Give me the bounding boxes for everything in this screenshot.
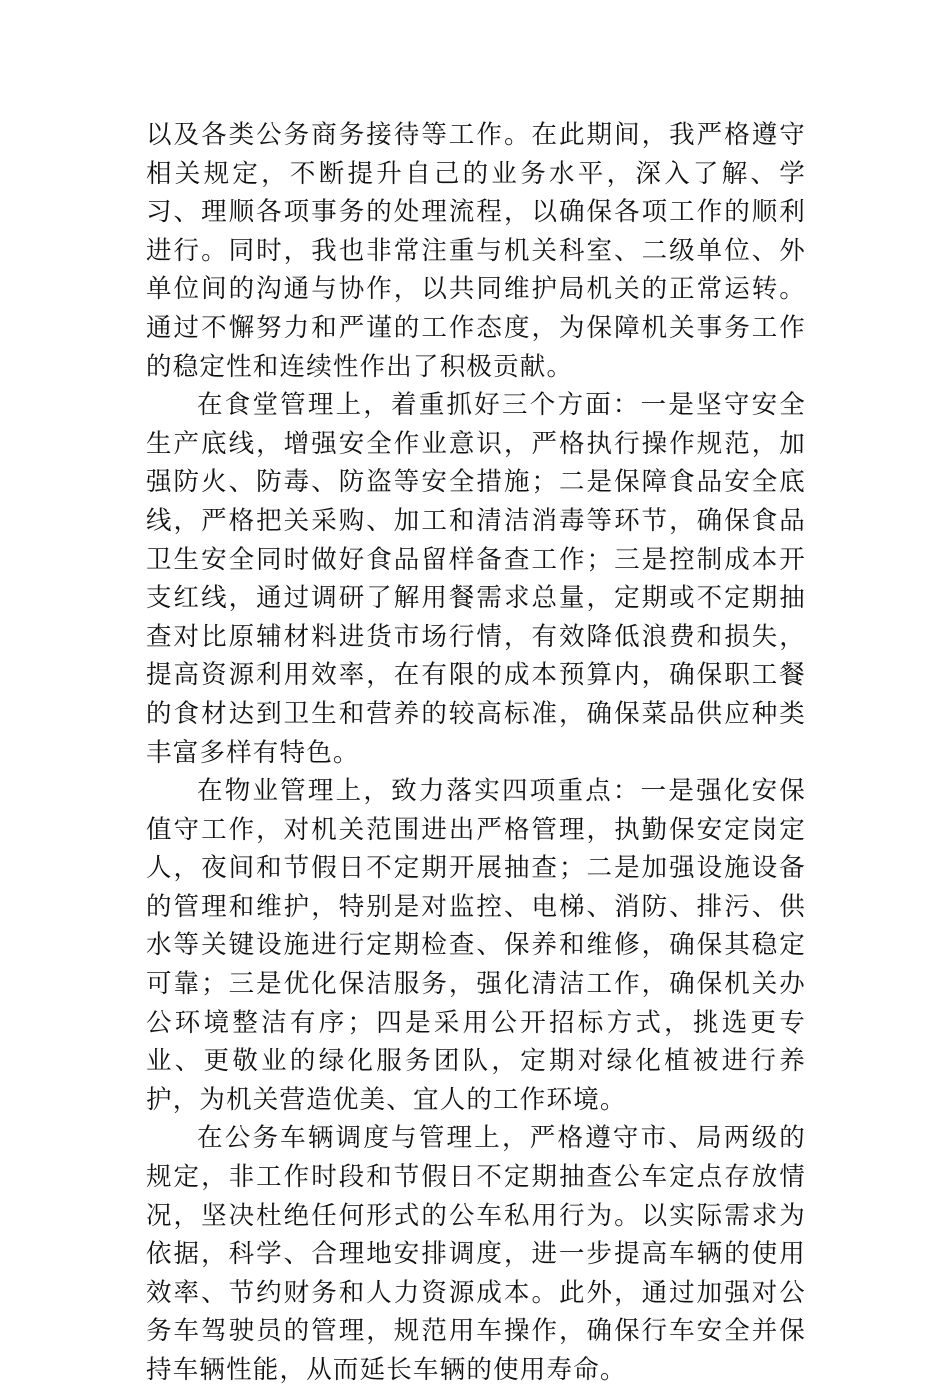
paragraph-canteen-management: 在食堂管理上，着重抓好三个方面：一是坚守安全生产底线，增强安全作业意识，严格执行操作规范，加强防火、防毒、防盗等安全措施；二是保障食品安全底线，严格把关采购、加工和清洁消毒等环节，确保食品卫生安全同时做好食品留样备查工作；三是控制成本开支红线，通过调研了解用餐需求总量，定期或不定期抽查对比原辅材料进货市场行情，有效降低浪费和损失，提高资源利用效率，在有限的成本预算内，确保职工餐的食材达到卫生和营养的较高标准，确保菜品供应种类丰富多样有特色。 xyxy=(146,390,806,768)
paragraph-continuation: 以及各类公务商务接待等工作。在此期间，我严格遵守相关规定，不断提升自己的业务水平，深入了解、学习、理顺各项事务的处理流程，以确保各项工作的顺利进行。同时，我也非常注重与机关科室、二级单位、外单位间的沟通与协作，以共同维护局机关的正常运转。通过不懈努力和严谨的工作态度，为保障机关事务工作的稳定性和连续性作出了积极贡献。 xyxy=(146,120,806,382)
paragraph-vehicle-management: 在公务车辆调度与管理上，严格遵守市、局两级的规定，非工作时段和节假日不定期抽查公车定点存放情况，坚决杜绝任何形式的公车私用行为。以实际需求为依据，科学、合理地安排调度，进一步提高车辆的使用效率、节约财务和人力资源成本。此外，通过加强对公务车驾驶员的管理，规范用车操作，确保行车安全并保持车辆性能，从而延长车辆的使用寿命。 xyxy=(146,1123,806,1385)
document-body xyxy=(146,116,806,1390)
paragraph-property-management: 在物业管理上，致力落实四项重点：一是强化安保值守工作，对机关范围进出严格管理，执勤保安定岗定人，夜间和节假日不定期开展抽查；二是加强设施设备的管理和维护，特别是对监控、电梯、消防、排污、供水等关键设施进行定期检查、保养和维修，确保其稳定可靠；三是优化保洁服务，强化清洁工作，确保机关办公环境整洁有序；四是采用公开招标方式，挑选更专业、更敬业的绿化服务团队，定期对绿化植被进行养护，为机关营造优美、宜人的工作环境。 xyxy=(146,776,806,1115)
